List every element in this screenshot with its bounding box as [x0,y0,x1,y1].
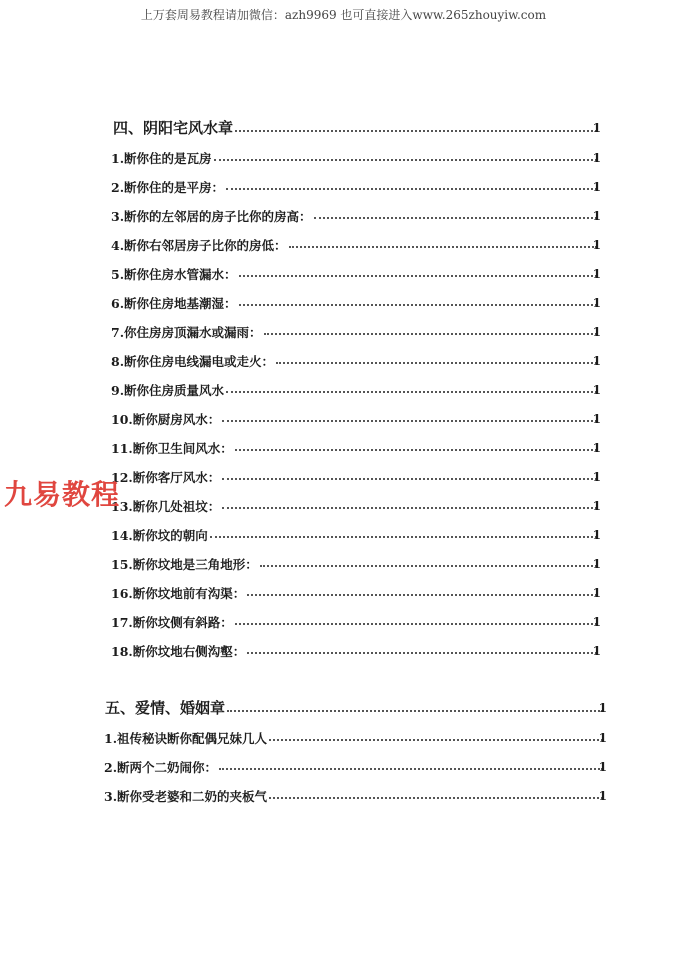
toc-entry-label: 12.断你客厅风水： [111,470,221,485]
dot-leader [235,449,597,451]
dot-leader [314,217,597,219]
toc-entry-label: 15.断你坟地是三角地形： [111,557,258,572]
toc-entry-label: 6.断你住房地基潮湿： [111,296,237,311]
toc-section-4 [0,106,687,660]
toc-entry [0,167,687,196]
page-number: 1 [592,615,601,629]
toc-entry-label: 1.断你住的是瓦房 [111,151,212,166]
page-number: 1 [592,121,601,135]
dot-leader [269,739,603,741]
toc-entry-label: 3.断你的左邻居的房子比你的房高： [111,209,312,224]
page-number: 1 [592,586,601,600]
page-number: 1 [592,325,601,339]
dot-leader [210,536,597,538]
toc-section-5 [0,686,687,805]
toc-entry-label: 7.你住房房顶漏水或漏雨： [111,325,262,340]
toc-entry [0,225,687,254]
page-number: 1 [598,731,607,745]
toc-entry [0,283,687,312]
watermark-logo: 九易教程 [4,478,121,511]
toc-entry-label: 18.断你坟地右侧沟壑： [111,644,246,659]
page-number: 1 [592,557,601,571]
dot-leader [247,652,597,654]
toc-entry-label: 2.断你住的是平房： [111,180,225,195]
dot-leader [222,507,597,509]
page-number: 1 [592,151,601,165]
toc-entry-label: 1.祖传秘诀断你配偶兄妹几人 [104,731,268,746]
dot-leader [276,362,597,364]
toc-entry-label: 5.断你住房水管漏水： [111,267,237,282]
toc-entry [0,631,687,660]
toc-entry-label: 2.断两个二奶闹你： [104,760,218,775]
page-number: 1 [592,238,601,252]
toc-entry [0,573,687,602]
toc-entry-label: 10.断你厨房风水： [111,412,221,427]
toc-entry [0,544,687,573]
toc-entry [0,399,687,428]
toc-entry [0,718,687,747]
page-number: 1 [592,528,601,542]
page-number: 1 [598,760,607,774]
page-number: 1 [592,470,601,484]
dot-leader [260,565,597,567]
toc-entry-label: 4.断你右邻居房子比你的房低： [111,238,287,253]
page-header-ad: 上万套周易教程请加微信：azh9969 也可直接进入www.265zhouyiw.com [140,8,547,22]
toc-section-title [0,686,687,718]
dot-leader [264,333,597,335]
dot-leader [247,594,597,596]
toc-entry-label: 3.断你受老婆和二奶的夹板气 [104,789,268,804]
page-number: 1 [592,180,601,194]
dot-leader [214,159,597,161]
page-number: 1 [592,441,601,455]
dot-leader [235,623,597,625]
toc-entry-label: 14.断你坟的朝向 [111,528,208,543]
section-title-label: 五、爱情、婚姻章 [105,699,226,717]
toc-section-title [0,106,687,138]
dot-leader [289,246,597,248]
page-number: 1 [592,354,601,368]
toc-entry-label: 13.断你几处祖坟： [111,499,221,514]
page-number: 1 [592,267,601,281]
page-number: 1 [592,296,601,310]
section-title-label: 四、阴阳宅风水章 [113,119,234,137]
toc-entry [0,776,687,805]
page-number: 1 [592,383,601,397]
toc-entry-label: 16.断你坟地前有沟渠： [111,586,246,601]
dot-leader [222,478,597,480]
toc-entry [0,515,687,544]
dot-leader [239,275,597,277]
page-number: 1 [592,209,601,223]
dot-leader [227,710,603,712]
dot-leader [222,420,597,422]
dot-leader [239,304,597,306]
dot-leader [226,188,597,190]
toc-entry [0,254,687,283]
dot-leader [226,391,597,393]
toc-entry [0,602,687,631]
page-number: 1 [592,499,601,513]
page-number: 1 [592,412,601,426]
toc-entry [0,312,687,341]
toc-entry [0,370,687,399]
page-number: 1 [592,644,601,658]
toc-entry-label: 11.断你卫生间风水： [111,441,233,456]
page-number: 1 [598,701,607,715]
dot-leader [235,130,597,132]
toc-entry-label: 8.断你住房电线漏电或走火： [111,354,275,369]
toc-entry-label: 9.断你住房质量风水 [111,383,225,398]
toc-entry [0,138,687,167]
dot-leader [269,797,603,799]
dot-leader [219,768,603,770]
toc-entry [0,341,687,370]
toc-entry-label: 17.断你坟侧有斜路： [111,615,233,630]
toc-entry [0,428,687,457]
page-number: 1 [598,789,607,803]
toc-entry [0,196,687,225]
toc-entry [0,747,687,776]
